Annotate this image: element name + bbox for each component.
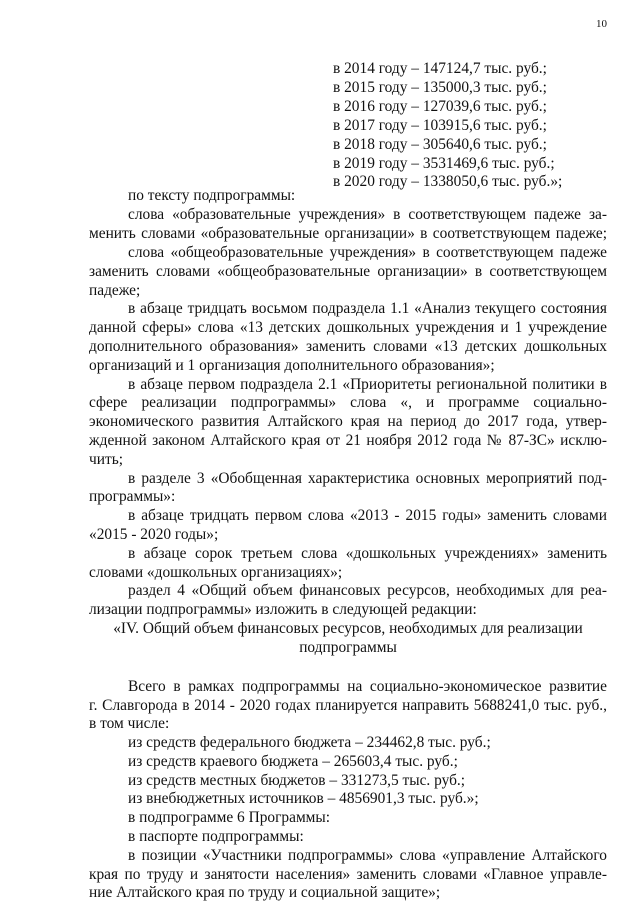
text-line: Всего в рамках подпрограммы на социально-экономическое развитие [128,678,607,695]
text-line: в 2016 году – 127039,6 тыс. руб.; [333,98,547,115]
text-line: «2015 - 2020 годы»; [89,526,219,543]
text-line: в разделе 3 «Обобщенная характеристика основных мероприятий под- [128,470,607,487]
section-heading: подпрограммы [299,639,397,656]
text-line: экономического развития Алтайского края на период до 2017 года, утвер- [89,413,607,430]
text-line: в 2020 году – 1338050,6 тыс. руб.»; [333,173,563,190]
text-line: в паспорте подпрограммы: [128,828,304,845]
text-line: слова «образовательные учреждения» в соответствующем падеже за- [128,206,607,223]
text-line: организаций и 1 организация дополнительного образования»; [89,357,495,374]
text-line: в позиции «Участники подпрограммы» слова «управление Алтайского [128,847,607,864]
text-line: словами «дошкольных организациях»; [89,564,343,581]
text-line: слова «общеобразовательные учреждения» в соответствующем падеже [128,244,607,261]
section-heading: «IV. Общий объем финансовых ресурсов, необходимых для реализации [113,620,583,637]
text-line: по тексту подпрограммы: [128,187,296,204]
text-line: в абзаце тридцать первом слова «2013 - 2015 годы» заменить словами [128,507,607,524]
text-line: в подпрограмме 6 Программы: [128,809,331,826]
text-line: ние Алтайского края по труду и социальной защите»; [89,884,441,901]
text-line: менить словами «образовательные организации» в соответствующем падеже; [89,225,607,242]
text-line: дополнительного образования» заменить словами «13 детских дошкольных [89,338,607,355]
text-line: в абзаце сорок третьем слова «дошкольных учреждениях» заменить [128,545,607,562]
text-line: из средств местных бюджетов – 331273,5 тыс. руб.; [128,772,466,789]
text-line: в абзаце тридцать восьмом подраздела 1.1 «Анализ текущего состояния [128,300,607,317]
text-line: падеже; [89,282,141,299]
text-line: г. Славгорода в 2014 - 2020 годах планируется направить 5688241,0 тыс. руб., [89,697,607,714]
text-line: в 2017 году – 103915,6 тыс. руб.; [333,117,547,134]
page-number: 10 [596,18,607,30]
text-line: в 2015 году – 135000,3 тыс. руб.; [333,79,547,96]
text-line: из внебюджетных источников – 4856901,3 тыс. руб.»; [128,790,479,807]
text-line: раздел 4 «Общий объем финансовых ресурсов, необходимых для реа- [128,582,607,599]
text-line: лизации подпрограммы» изложить в следующей редакции: [89,601,477,618]
text-line: жденной законом Алтайского края от 21 ноября 2012 года № 87-ЗС» исклю- [89,432,607,449]
text-line: в том числе: [89,715,170,732]
text-line: данной сферы» слова «13 детских дошкольных учреждения и 1 учреждение [89,319,607,336]
text-line: сфере реализации подпрограммы» слова «, и программе социально- [89,394,607,411]
text-line: в абзаце первом подраздела 2.1 «Приоритеты региональной политики в [128,376,607,393]
text-line: в 2014 году – 147124,7 тыс. руб.; [333,60,547,77]
text-line: из средств федерального бюджета – 234462,8 тыс. руб.; [128,734,491,751]
text-line: программы»: [89,488,176,505]
text-line: из средств краевого бюджета – 265603,4 тыс. руб.; [128,753,458,770]
text-line: в 2019 году – 3531469,6 тыс. руб.; [333,155,555,172]
text-line: чить; [89,451,123,468]
text-line: заменить словами «общеобразовательные организации» в соответствующем [89,263,607,280]
text-line: края по труду и занятости населения» заменить словами «Главное управле- [89,866,607,883]
text-line: в 2018 году – 305640,6 тыс. руб.; [333,136,547,153]
